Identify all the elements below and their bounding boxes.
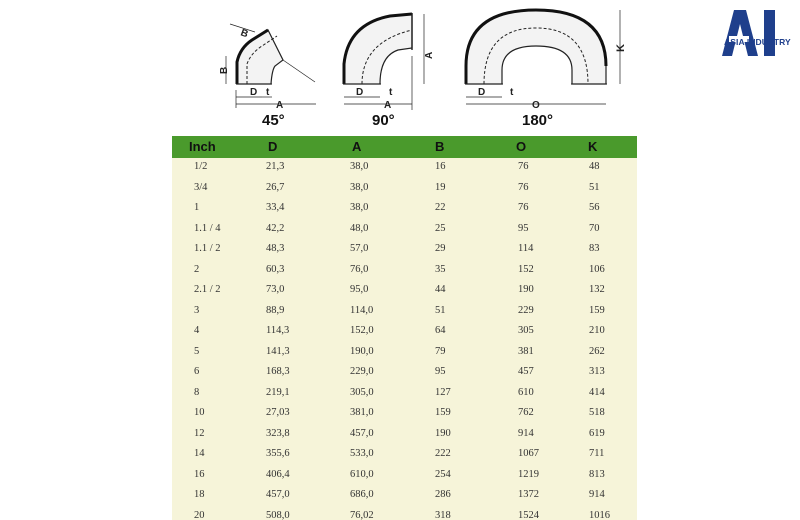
cell-a: 610,0 bbox=[350, 468, 374, 480]
cell-inch: 2 bbox=[194, 263, 200, 275]
cell-inch: 16 bbox=[194, 468, 205, 480]
cell-b: 286 bbox=[435, 489, 451, 500]
table-row bbox=[172, 445, 637, 465]
ai-logo-mark bbox=[722, 10, 794, 60]
logo-text: ASIA INDUSTRY bbox=[724, 37, 791, 47]
cell-o: 914 bbox=[518, 427, 534, 439]
table-row bbox=[172, 322, 637, 342]
cell-b: 29 bbox=[435, 243, 446, 254]
cell-o: 76 bbox=[518, 202, 529, 213]
asia-industry-logo bbox=[722, 10, 794, 60]
cell-a: 114,0 bbox=[350, 304, 374, 316]
cell-inch: 3/4 bbox=[194, 181, 208, 193]
table-row bbox=[172, 220, 637, 240]
cell-d: 73,0 bbox=[266, 284, 285, 295]
cell-o: 1372 bbox=[518, 489, 539, 500]
table-row bbox=[172, 281, 637, 301]
elbow-dimension-table bbox=[172, 136, 637, 520]
table-row bbox=[172, 179, 637, 199]
cell-d: 323,8 bbox=[266, 427, 290, 439]
cell-k: 106 bbox=[589, 263, 605, 275]
cell-o: 457 bbox=[518, 366, 534, 377]
cell-inch: 3 bbox=[194, 304, 200, 316]
cell-b: 25 bbox=[435, 222, 446, 234]
cell-d: 406,4 bbox=[266, 468, 290, 480]
cell-k: 619 bbox=[589, 427, 605, 439]
cell-o: 762 bbox=[518, 407, 534, 418]
cell-a: 76,02 bbox=[350, 509, 374, 520]
cell-o: 152 bbox=[518, 263, 534, 275]
cell-b: 16 bbox=[435, 161, 446, 172]
elbow-180-t-label: t bbox=[510, 87, 514, 98]
table-row bbox=[172, 404, 637, 424]
cell-a: 533,0 bbox=[350, 448, 374, 459]
table-row bbox=[172, 158, 637, 178]
elbow-diagrams-svg bbox=[0, 0, 800, 135]
cell-b: 318 bbox=[435, 509, 451, 520]
cell-o: 76 bbox=[518, 161, 529, 172]
cell-inch: 12 bbox=[194, 427, 205, 439]
elbow-diagrams bbox=[0, 0, 800, 135]
cell-a: 305,0 bbox=[350, 386, 374, 398]
col-header-k: K bbox=[588, 139, 598, 154]
cell-b: 64 bbox=[435, 325, 446, 336]
table-row bbox=[172, 466, 637, 486]
cell-k: 518 bbox=[589, 407, 605, 418]
elbow-45-b-left-label: B bbox=[219, 66, 230, 74]
cell-d: 508,0 bbox=[266, 509, 290, 520]
elbow-45-b-top-label: B bbox=[238, 27, 250, 41]
cell-inch: 1.1 / 4 bbox=[194, 222, 221, 234]
cell-b: 95 bbox=[435, 366, 446, 377]
cell-a: 95,0 bbox=[350, 284, 369, 295]
cell-inch: 1/2 bbox=[194, 161, 208, 172]
cell-inch: 6 bbox=[194, 366, 200, 377]
cell-inch: 18 bbox=[194, 489, 205, 500]
cell-a: 190,0 bbox=[350, 345, 374, 357]
cell-o: 190 bbox=[518, 284, 534, 295]
cell-a: 381,0 bbox=[350, 407, 374, 418]
elbow-45-d-label: D bbox=[250, 87, 258, 98]
cell-d: 457,0 bbox=[266, 489, 290, 500]
cell-inch: 14 bbox=[194, 448, 205, 459]
cell-a: 229,0 bbox=[350, 366, 374, 377]
cell-inch: 2.1 / 2 bbox=[194, 284, 221, 295]
cell-k: 914 bbox=[589, 489, 605, 500]
cell-o: 610 bbox=[518, 386, 534, 398]
cell-b: 79 bbox=[435, 345, 446, 357]
cell-a: 152,0 bbox=[350, 325, 374, 336]
table-row bbox=[172, 199, 637, 219]
elbow-90-a-label: A bbox=[424, 51, 435, 59]
col-header-d: D bbox=[268, 139, 278, 154]
cell-o: 95 bbox=[518, 222, 529, 234]
elbow-90-a-bottom-label: A bbox=[384, 100, 392, 111]
cell-b: 254 bbox=[435, 468, 451, 480]
cell-o: 1219 bbox=[518, 468, 539, 480]
cell-b: 22 bbox=[435, 202, 446, 213]
cell-d: 168,3 bbox=[266, 366, 290, 377]
cell-k: 262 bbox=[589, 345, 605, 357]
cell-a: 457,0 bbox=[350, 427, 374, 439]
cell-a: 76,0 bbox=[350, 263, 369, 275]
cell-o: 114 bbox=[518, 243, 534, 254]
elbow-90-caption: 90° bbox=[372, 112, 395, 129]
table-row bbox=[172, 486, 637, 506]
table-row bbox=[172, 302, 637, 322]
cell-k: 51 bbox=[589, 181, 600, 193]
cell-k: 56 bbox=[589, 202, 600, 213]
cell-k: 210 bbox=[589, 325, 605, 336]
table-row bbox=[172, 261, 637, 281]
elbow-45-caption: 45° bbox=[262, 112, 285, 129]
cell-d: 27,03 bbox=[266, 407, 290, 418]
table-row bbox=[172, 343, 637, 363]
col-header-b: B bbox=[435, 139, 445, 154]
elbow-180-k-label: K bbox=[615, 44, 627, 52]
cell-k: 159 bbox=[589, 304, 605, 316]
cell-a: 57,0 bbox=[350, 243, 369, 254]
cell-d: 26,7 bbox=[266, 181, 285, 193]
cell-k: 813 bbox=[589, 468, 605, 480]
cell-k: 48 bbox=[589, 161, 600, 172]
cell-inch: 10 bbox=[194, 407, 205, 418]
table-row bbox=[172, 425, 637, 445]
cell-d: 88,9 bbox=[266, 304, 285, 316]
elbow-180-d-label: D bbox=[478, 87, 486, 98]
cell-inch: 1 bbox=[194, 202, 200, 213]
cell-k: 132 bbox=[589, 284, 605, 295]
col-header-o: O bbox=[516, 139, 527, 154]
table-row bbox=[172, 507, 637, 520]
cell-d: 141,3 bbox=[266, 345, 290, 357]
cell-o: 381 bbox=[518, 345, 534, 357]
cell-inch: 1.1 / 2 bbox=[194, 243, 221, 254]
elbow-90-t-label: t bbox=[389, 87, 393, 98]
cell-b: 19 bbox=[435, 181, 446, 193]
cell-o: 1067 bbox=[518, 448, 539, 459]
cell-k: 83 bbox=[589, 243, 600, 254]
cell-d: 33,4 bbox=[266, 202, 285, 213]
elbow-90-d-label: D bbox=[356, 87, 364, 98]
cell-b: 222 bbox=[435, 448, 451, 459]
cell-a: 38,0 bbox=[350, 202, 369, 213]
table-row bbox=[172, 384, 637, 404]
cell-b: 127 bbox=[435, 386, 451, 398]
elbow-180-caption: 180° bbox=[522, 112, 554, 129]
cell-d: 355,6 bbox=[266, 448, 290, 459]
cell-k: 414 bbox=[589, 386, 605, 398]
cell-b: 44 bbox=[435, 284, 446, 295]
cell-k: 70 bbox=[589, 222, 600, 234]
col-header-a: A bbox=[352, 139, 362, 154]
elbow-180-o-label: O bbox=[532, 100, 540, 111]
cell-d: 219,1 bbox=[266, 386, 290, 398]
cell-a: 38,0 bbox=[350, 181, 369, 193]
elbow-180-diagram bbox=[465, 10, 620, 104]
cell-d: 42,2 bbox=[266, 222, 285, 234]
cell-o: 76 bbox=[518, 181, 529, 193]
cell-b: 35 bbox=[435, 263, 446, 275]
cell-k: 1016 bbox=[589, 509, 610, 520]
table-row bbox=[172, 240, 637, 260]
table-header bbox=[172, 136, 637, 158]
cell-a: 48,0 bbox=[350, 222, 369, 234]
cell-k: 711 bbox=[589, 448, 605, 459]
cell-k: 313 bbox=[589, 366, 605, 377]
cell-o: 305 bbox=[518, 325, 534, 336]
cell-b: 159 bbox=[435, 407, 451, 418]
cell-a: 686,0 bbox=[350, 489, 374, 500]
cell-b: 51 bbox=[435, 304, 446, 316]
cell-inch: 5 bbox=[194, 345, 200, 357]
cell-o: 1524 bbox=[518, 509, 539, 520]
cell-d: 60,3 bbox=[266, 263, 285, 275]
cell-o: 229 bbox=[518, 304, 534, 316]
elbow-45-a-label: A bbox=[276, 100, 284, 111]
elbow-45-t-label: t bbox=[266, 87, 270, 98]
col-header-inch: Inch bbox=[189, 139, 216, 154]
cell-d: 114,3 bbox=[266, 325, 290, 336]
cell-d: 48,3 bbox=[266, 243, 285, 254]
cell-a: 38,0 bbox=[350, 161, 369, 172]
cell-d: 21,3 bbox=[266, 161, 285, 172]
cell-b: 190 bbox=[435, 427, 451, 439]
cell-inch: 8 bbox=[194, 386, 200, 398]
cell-inch: 20 bbox=[194, 509, 205, 520]
cell-inch: 4 bbox=[194, 325, 200, 336]
table-row bbox=[172, 363, 637, 383]
